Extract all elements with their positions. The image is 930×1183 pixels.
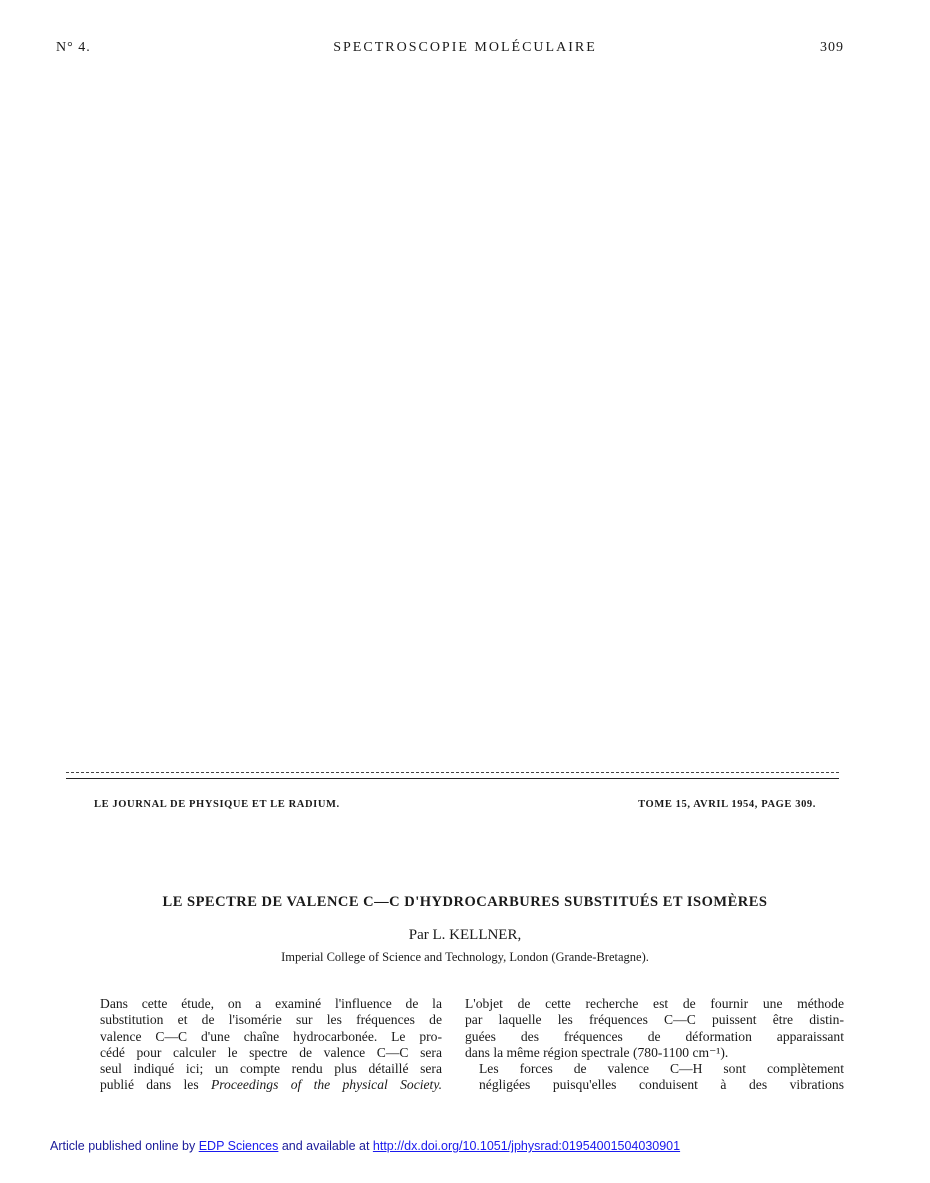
text-line: Dans cette étude, on a examiné l'influence de la xyxy=(100,996,442,1011)
journal-name: LE JOURNAL DE PHYSIQUE ET LE RADIUM. xyxy=(94,799,340,810)
separator-rule-top xyxy=(66,772,839,773)
paragraph xyxy=(86,996,442,1094)
journal-reference: Proceedings of the physical Society. xyxy=(210,1077,442,1093)
author-byline: Par L. KELLNER, xyxy=(408,927,522,943)
journal-volume-info: TOME 15, AVRIL 1954, PAGE 309. xyxy=(638,799,816,810)
text-line: valence C—C d'une chaîne hydrocarbonée. Le pro- xyxy=(100,1028,442,1044)
text-line: Les forces de valence C—H sont complètement xyxy=(479,1061,844,1077)
notice-text: and available at xyxy=(278,1139,373,1153)
paragraph xyxy=(465,996,844,1061)
text-line: cédé pour calculer le spectre de valence C—C sera xyxy=(100,1044,442,1060)
text-line: par laquelle les fréquences C—C puissent être distin- xyxy=(465,1012,844,1028)
article-title: LE SPECTRE DE VALENCE C—C D'HYDROCARBURES SUBSTITUÉS ET ISOMÈRES xyxy=(162,894,768,910)
page-number: 309 xyxy=(820,40,844,55)
text-line: substitution et de l'isomérie sur les fréquences de xyxy=(100,1012,442,1028)
text-line: dans la même région spectrale (780-1100 cm⁻¹). xyxy=(465,1044,729,1060)
publication-notice xyxy=(50,1139,680,1153)
author-affiliation: Imperial College of Science and Technology, London (Grande-Bretagne). xyxy=(281,950,649,964)
text-line: négligées puisqu'elles conduisent à des vibrations xyxy=(479,1077,844,1093)
body-column-left xyxy=(86,996,442,1094)
running-head-issue: N° 4. xyxy=(56,40,91,55)
paragraph xyxy=(465,1061,844,1094)
notice-text: Article published online by xyxy=(50,1139,199,1153)
running-head-section: SPECTROSCOPIE MOLÉCULAIRE xyxy=(333,40,597,55)
doi-link[interactable]: http://dx.doi.org/10.1051/jphysrad:01954001504030901 xyxy=(372,1139,681,1153)
text-line: guées des fréquences de déformation apparaissant xyxy=(465,1028,844,1044)
body-column-right xyxy=(465,996,844,1094)
text-line: L'objet de cette recherche est de fournir une méthode xyxy=(465,996,844,1011)
text-fragment: publié dans les xyxy=(100,1077,211,1093)
separator-rule-bottom xyxy=(66,778,839,779)
text-line: seul indiqué ici; un compte rendu plus détaillé sera xyxy=(100,1061,442,1077)
text-line xyxy=(86,1077,442,1093)
publisher-link[interactable]: EDP Sciences xyxy=(198,1139,279,1153)
